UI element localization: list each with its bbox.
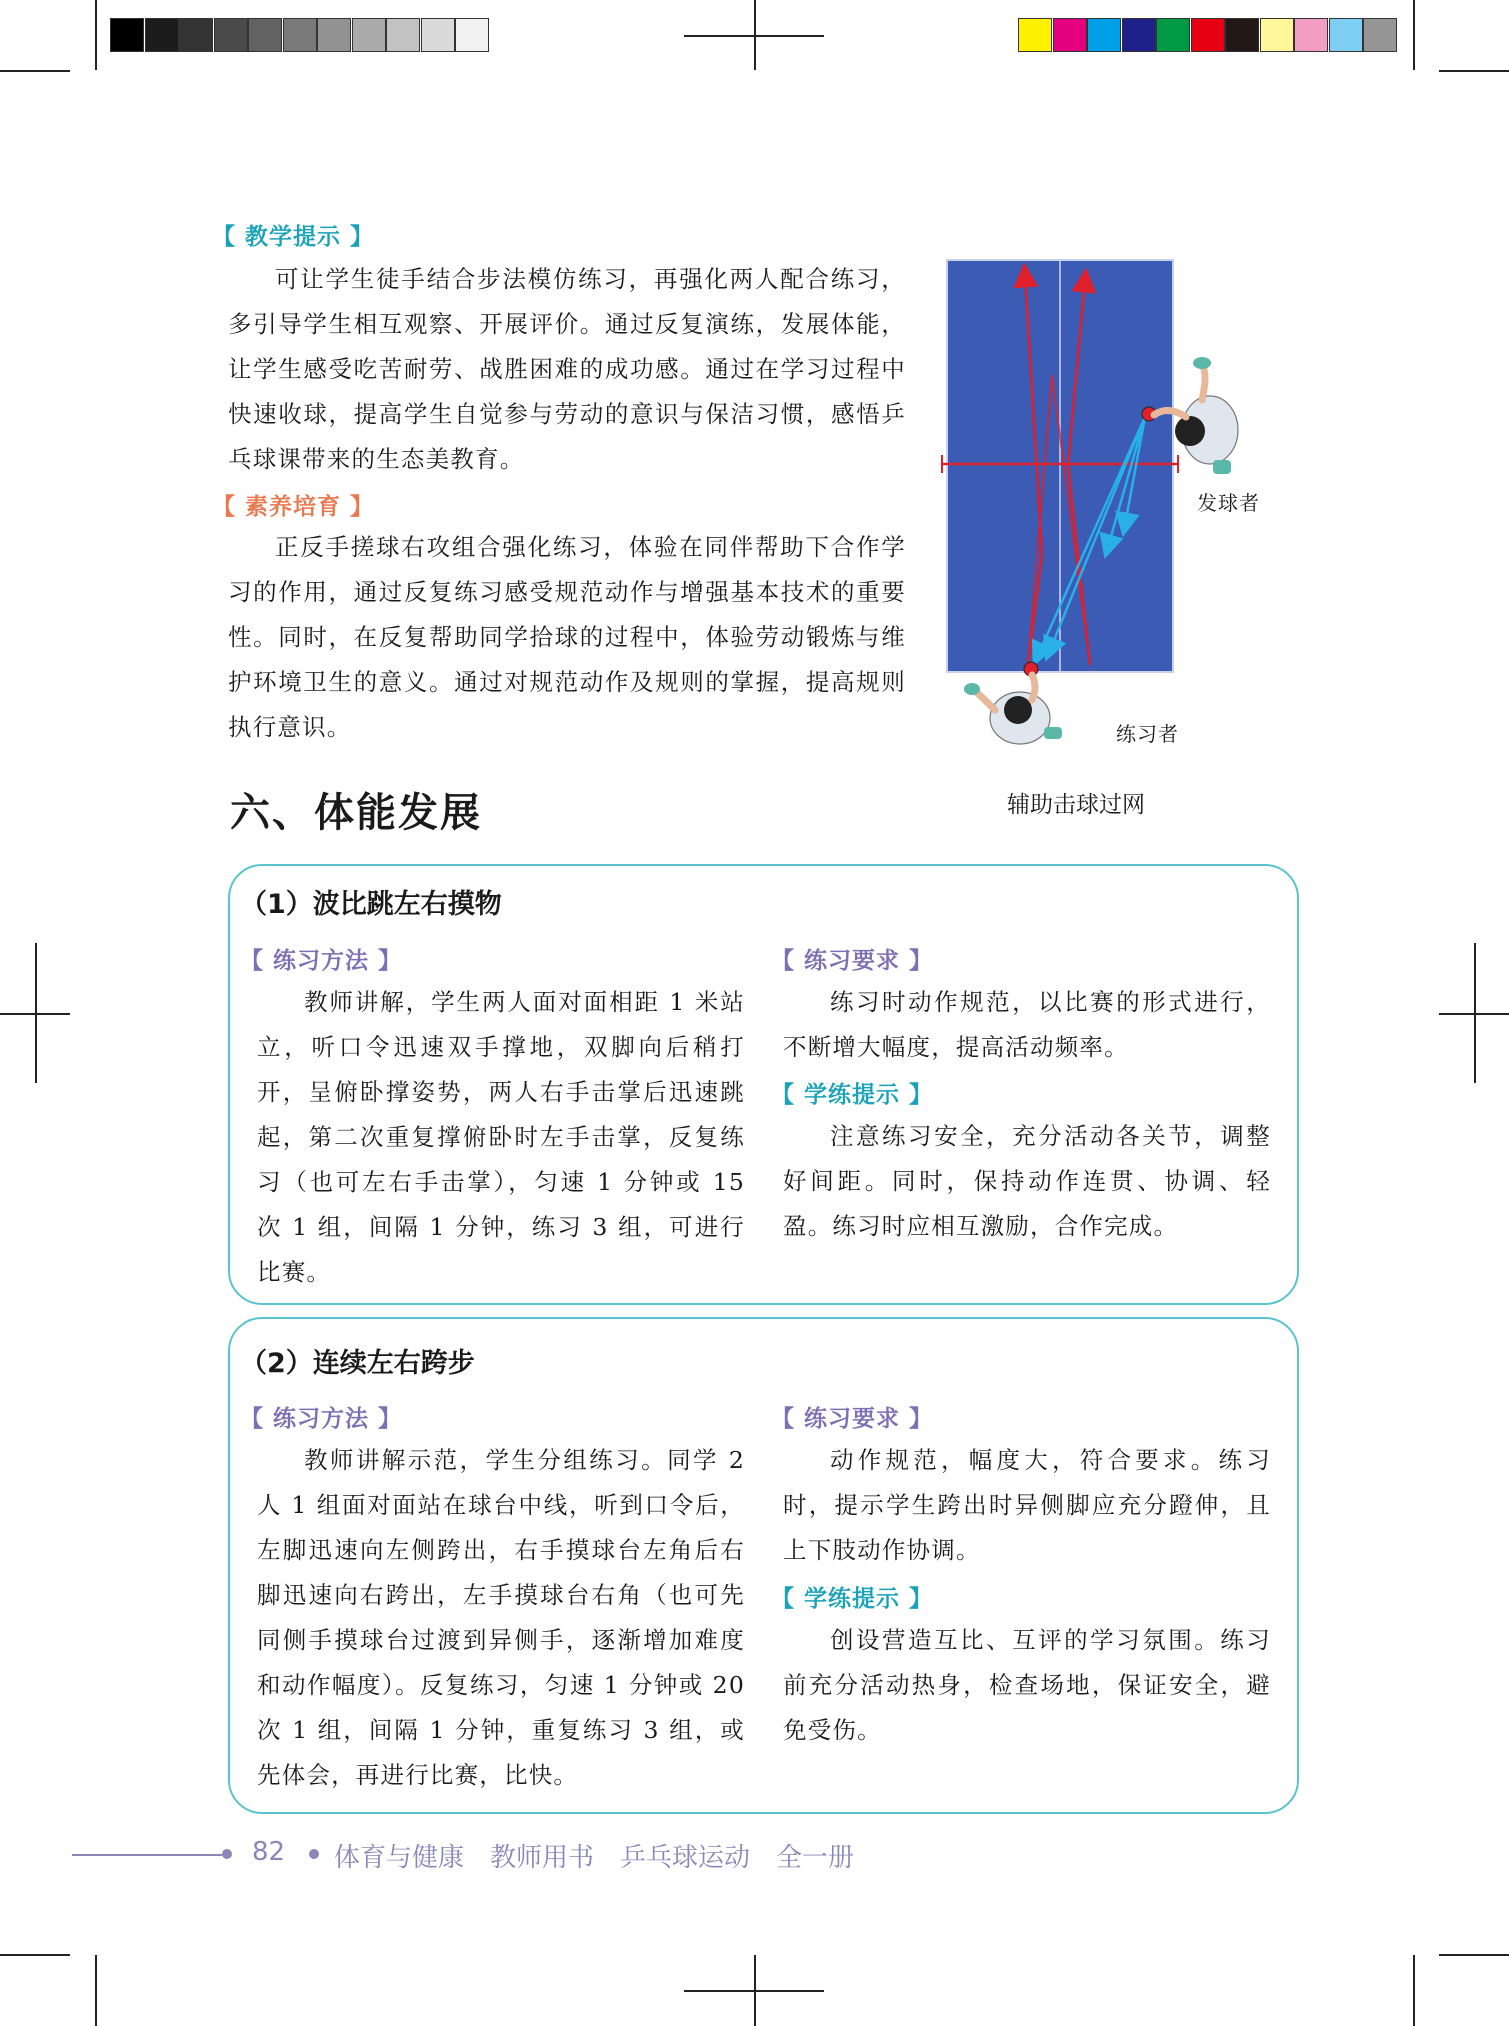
- crop-mark: [1439, 70, 1509, 72]
- figure-caption: 辅助击球过网: [1007, 792, 1145, 818]
- exercise-1-requirement-tag: 【 练习要求 】: [771, 948, 934, 974]
- calibration-swatch: [317, 18, 351, 52]
- exercise-1-method: 教师讲解，学生两人面对面相距 1 米站立，听口令迅速双手撑地，双脚向后稍打开，呈俯卧撑姿势，两人右手击掌后迅速跳起，第二次重复撑俯卧时左手击掌，反复练习（也可左右手击掌），匀速 1 分钟或 15 次 1 组，间隔 1 分钟，练习 3 组，可进行比赛。: [257, 988, 745, 1286]
- calibration-swatch: [283, 18, 317, 52]
- crop-mark: [1413, 1955, 1415, 2026]
- exercise-1-title: （1）波比跳左右摸物: [240, 889, 502, 920]
- calibration-swatch: [248, 18, 282, 52]
- calibration-swatch: [1087, 18, 1121, 52]
- exercise-2-tip-tag: 【 学练提示 】: [771, 1586, 934, 1612]
- footer-dot: [309, 1849, 319, 1859]
- calibration-swatch: [214, 18, 248, 52]
- teaching-tip-text: 可让学生徒手结合步法模仿练习，再强化两人配合练习，多引导学生相互观察、开展评价。通过反复演练，发展体能，让学生感受吃苦耐劳、战胜困难的成功感。通过在学习过程中快速收球，提高学生自觉参与劳动的意识与保洁习惯，感悟乒乓球课带来的生态美教育。: [228, 265, 906, 473]
- exercise-2-tip: 创设营造互比、互评的学习氛围。练习前充分活动热身，检查场地，保证安全，避免受伤。: [783, 1626, 1271, 1744]
- book-title: 体育与健康 教师用书 乒乓球运动 全一册: [334, 1843, 855, 1873]
- calibration-swatch: [1363, 18, 1397, 52]
- literacy-tag: 【 素养培育 】: [212, 494, 375, 520]
- calibration-swatch: [1156, 18, 1190, 52]
- calibration-swatch: [110, 18, 144, 52]
- exercise-1-method-tag: 【 练习方法 】: [240, 948, 403, 974]
- calibration-swatch: [1018, 18, 1052, 52]
- exercise-2-method: 教师讲解示范，学生分组练习。同学 2 人 1 组面对面站在球台中线，听到口令后，左脚迅速向左侧跨出，右手摸球台左角后右脚迅速向右跨出，左手摸球台右角（也可先同侧手摸球台过渡到异侧手，逐渐增加难度和动作幅度）。反复练习，匀速 1 分钟或 20 次 1 组，间隔 1 分钟，重复练习 3 组，或先体会，再进行比赛，比快。: [257, 1446, 745, 1789]
- footer-dot: [222, 1849, 232, 1859]
- calibration-swatch: [1122, 18, 1156, 52]
- footer-rule: [72, 1854, 222, 1856]
- calibration-swatch: [386, 18, 420, 52]
- calibration-swatch: [179, 18, 213, 52]
- exercise-1-tip: 注意练习安全，充分活动各关节，调整好间距。同时，保持动作连贯、协调、轻盈。练习时应相互激励，合作完成。: [783, 1122, 1271, 1240]
- page-number: 82: [252, 1837, 286, 1867]
- exercise-2-title: （2）连续左右跨步: [240, 1348, 475, 1379]
- registration-mark: [1474, 943, 1476, 1083]
- calibration-swatch: [1191, 18, 1225, 52]
- calibration-swatch: [145, 18, 179, 52]
- exercise-2-requirement: 动作规范，幅度大，符合要求。练习时，提示学生跨出时异侧脚应充分蹬伸，且上下肢动作协调。: [783, 1446, 1271, 1564]
- exercise-1-requirement: 练习时动作规范，以比赛的形式进行，不断增大幅度，提高活动频率。: [783, 988, 1271, 1061]
- registration-mark: [754, 0, 756, 70]
- exercise-2-method-tag: 【 练习方法 】: [240, 1406, 403, 1432]
- teaching-tip-tag: 【 教学提示 】: [212, 224, 375, 250]
- calibration-swatch: [1053, 18, 1087, 52]
- literacy-text: 正反手搓球右攻组合强化练习，体验在同伴帮助下合作学习的作用，通过反复练习感受规范动作与增强基本技术的重要性。同时，在反复帮助同学拾球的过程中，体验劳动锻炼与维护环境卫生的意义。通过对规范动作及规则的掌握，提高规则执行意识。: [228, 533, 906, 741]
- exercise-1-tip-tag: 【 学练提示 】: [771, 1082, 934, 1108]
- calibration-swatch: [455, 18, 489, 52]
- crop-mark: [0, 70, 70, 72]
- practicer-label: 练习者: [1116, 722, 1179, 746]
- calibration-swatch: [1225, 18, 1259, 52]
- crop-mark: [1413, 0, 1415, 70]
- section-title: 六、体能发展: [230, 790, 482, 836]
- server-label: 发球者: [1197, 491, 1260, 515]
- registration-mark: [754, 1955, 756, 2026]
- calibration-swatch: [352, 18, 386, 52]
- crop-mark: [1439, 1954, 1509, 1956]
- exercise-2-requirement-tag: 【 练习要求 】: [771, 1406, 934, 1432]
- practicer-figure: [964, 675, 1062, 744]
- calibration-swatch: [1329, 18, 1363, 52]
- calibration-swatch: [421, 18, 455, 52]
- registration-mark: [35, 943, 37, 1083]
- crop-mark: [95, 0, 97, 70]
- calibration-swatch: [1260, 18, 1294, 52]
- crop-mark: [0, 1954, 70, 1956]
- calibration-swatch: [1294, 18, 1328, 52]
- crop-mark: [95, 1955, 97, 2026]
